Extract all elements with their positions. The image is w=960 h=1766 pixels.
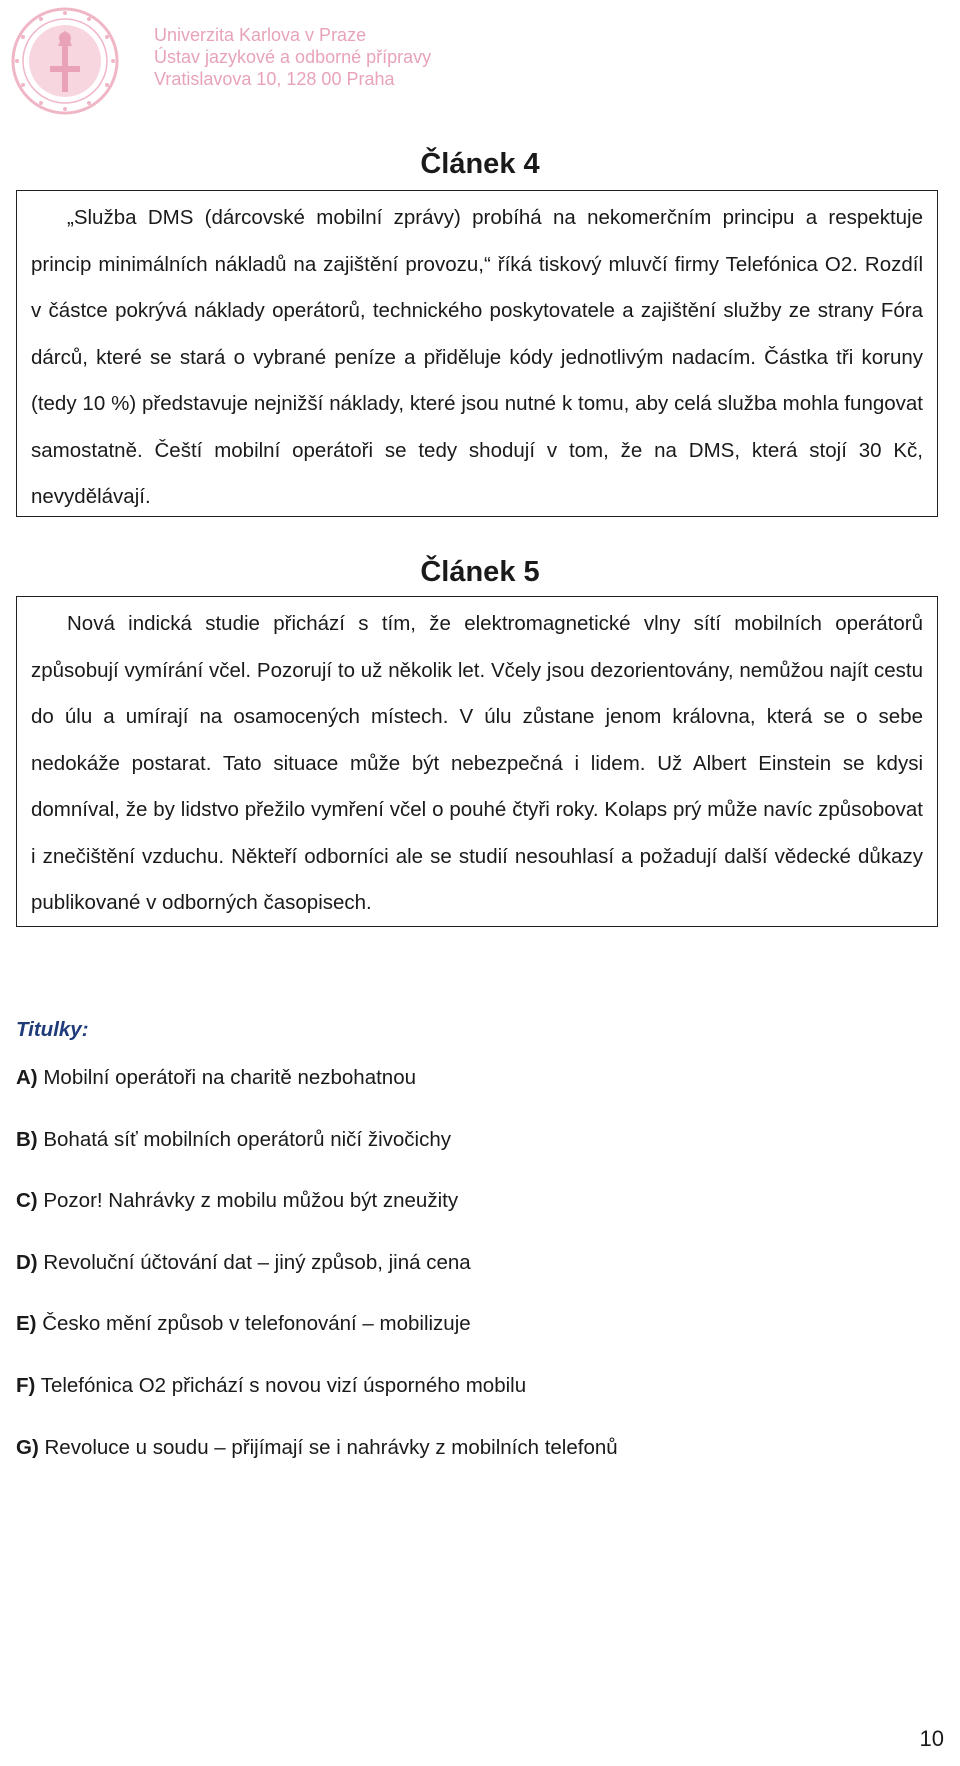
option-letter: C) xyxy=(16,1189,38,1213)
institution-block xyxy=(154,24,431,90)
option-text: Česko mění způsob v telefonování – mobilizuje xyxy=(42,1312,471,1336)
option-e xyxy=(16,1309,618,1371)
option-text: Revoluční účtování dat – jiný způsob, jiná cena xyxy=(43,1250,471,1274)
option-f xyxy=(16,1371,618,1433)
option-text: Telefónica O2 přichází s novou vizí úsporného mobilu xyxy=(40,1373,527,1397)
option-text: Pozor! Nahrávky z mobilu můžou být zneužity xyxy=(43,1189,459,1213)
option-g xyxy=(16,1433,618,1495)
article4-text: „Služba DMS (dárcovské mobilní zprávy) probíhá na nekomerčním principu a respektuje princip minimálních nákladů na zajištění provozu,“ říká tiskový mluvčí firmy Telefónica O2. Rozdíl v částce pokrývá náklady operátorů, technického poskytovatele a zajištění služby ze strany Fóra dárců, které se stará o vybrané peníze a přiděluje kódy jednotlivým nadacím. Částka tři koruny (tedy 10 %) představuje nejnižší náklady, které jsou nutné k tomu, aby celá služba mohla fungovat samostatně. Čeští mobilní operátoři se tedy shodují v tom, že na DMS, která stojí 30 Kč, nevydělávají. xyxy=(31,206,923,508)
letterhead xyxy=(10,6,610,116)
option-d xyxy=(16,1248,618,1310)
article5-title: Článek 5 xyxy=(420,556,540,588)
article4-title: Článek 4 xyxy=(420,148,540,180)
option-letter: F) xyxy=(16,1373,36,1397)
headline-options-list xyxy=(16,1063,618,1494)
option-text: Revoluce u soudu – přijímají se i nahrávky z mobilních telefonů xyxy=(44,1435,618,1459)
option-letter: A) xyxy=(16,1066,38,1089)
institution-address: Vratislavova 10, 128 00 Praha xyxy=(154,69,395,89)
page-number: 10 xyxy=(919,1726,944,1751)
option-letter: D) xyxy=(16,1250,38,1274)
option-text: Bohatá síť mobilních operátorů ničí živočichy xyxy=(43,1127,451,1151)
article5-text: Nová indická studie přichází s tím, že elektromagnetické vlny sítí mobilních operátorů způsobují vymírání včel. Pozorují to už několik let. Včely jsou dezorientovány, nemůžou najít cestu do úlu a umírají na osamocených místech. V úlu zůstane jenom královna, která se o sebe nedokáže postarat. Tato situace může být nebezpečná i lidem. Už Albert Einstein se kdysi domníval, že by lidstvo přežilo vymření včel o pouhé čtyři roky. Kolaps prý může navíc způsobovat i znečištění vzduchu. Někteří odborníci ale se studií nesouhlasí a požadují další vědecké důkazy publikované v odborných časopisech. xyxy=(31,612,923,914)
institution-name: Univerzita Karlova v Praze xyxy=(154,25,367,45)
article4-box xyxy=(16,190,938,517)
option-c xyxy=(16,1186,618,1248)
option-letter: B) xyxy=(16,1127,38,1151)
option-b xyxy=(16,1125,618,1187)
option-a xyxy=(16,1063,618,1125)
option-text: Mobilní operátoři na charitě nezbohatnou xyxy=(43,1066,417,1089)
titulky-heading: Titulky: xyxy=(16,1018,89,1041)
article5-box xyxy=(16,596,938,927)
university-seal-icon xyxy=(10,6,120,116)
institution-department: Ústav jazykové a odborné přípravy xyxy=(154,47,432,67)
option-letter: E) xyxy=(16,1312,37,1336)
option-letter: G) xyxy=(16,1435,39,1459)
